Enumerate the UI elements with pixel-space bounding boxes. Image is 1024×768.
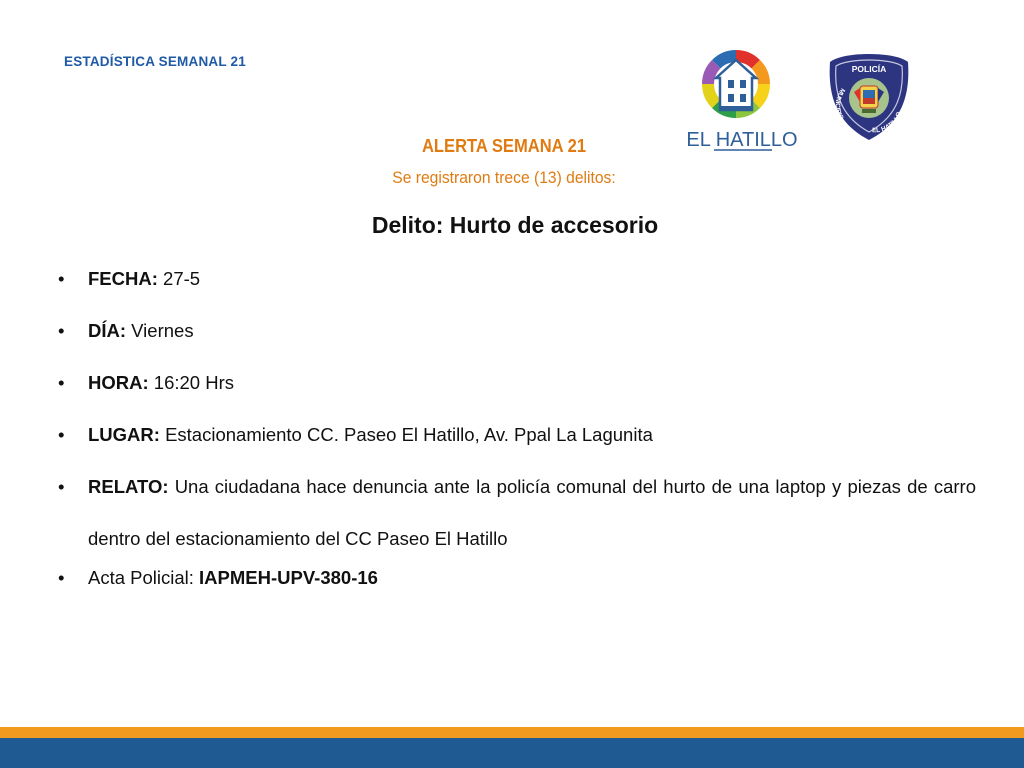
dia-label: DÍA: [88,320,127,341]
hora-label: HORA: [88,372,149,393]
detail-relato: • RELATO: Una ciudadana hace denuncia ante la policía comunal del hurto de una laptop y piezas de carro dentro del estacionamiento del CC Paseo El Hatillo [58,476,976,549]
svg-text:EL HATILLO: EL HATILLO [686,129,798,151]
svg-text:EL HATILLO: EL HATILLO [871,111,904,135]
svg-text:MUNICIPIO: MUNICIPIO [833,86,847,122]
detail-acta: • Acta Policial: IAPMEH-UPV-380-16 [58,567,378,588]
lugar-value: Estacionamiento CC. Paseo El Hatillo, Av. Ppal La Lagunita [159,424,653,445]
police-badge-logo [828,52,910,142]
detail-hora: • HORA: 16:20 Hrs [58,372,234,393]
detail-dia: • DÍA: Viernes [58,320,194,341]
incident-details-list [56,266,976,617]
lugar-label: LUGAR: [88,424,160,445]
relato-label: RELATO: [88,476,169,497]
alert-subtitle: Se registraron trece (13) delitos: [392,168,616,187]
detail-lugar: • LUGAR: Estacionamiento CC. Paseo El Hatillo, Av. Ppal La Lagunita [58,424,653,445]
svg-text:POLICÍA: POLICÍA [851,64,887,74]
detail-fecha: • FECHA: 27-5 [58,268,201,289]
fecha-value: 27-5 [157,268,201,289]
page-header-label: ESTADÍSTICA SEMANAL 21 [64,54,246,69]
footer-orange-stripe [0,727,1024,738]
footer-blue-stripe [0,738,1024,768]
acta-value: IAPMEH-UPV-380-16 [199,567,378,588]
fecha-label: FECHA: [88,268,158,289]
acta-label: Acta Policial: [88,567,200,588]
el-hatillo-logo [684,42,800,154]
alert-title: ALERTA SEMANA 21 [421,136,587,156]
crime-title: Delito: Hurto de accesorio [371,212,659,238]
dia-value: Viernes [126,320,194,341]
relato-value: Una ciudadana hace denuncia ante la policía comunal del hurto de una laptop y piezas de carro dentro del estacionamiento del CC Paseo El Hatillo [88,476,976,549]
hora-value: 16:20 Hrs [148,372,234,393]
